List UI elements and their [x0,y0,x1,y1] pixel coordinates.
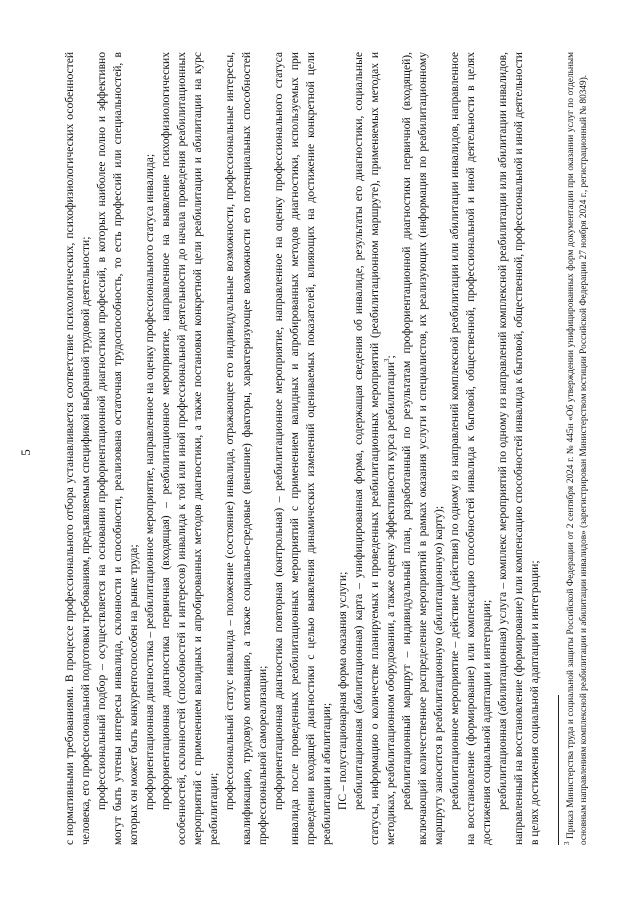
paragraph: профориентационная диагностика – реабилитационное мероприятие, направленное на оценку профессионального статуса инвалида; [144,153,157,810]
document-body [62,52,543,845]
paragraph: реабилитационное мероприятие – действие (действия) по одному из направлений комплексной реабилитации или абилитации инвалидов, направленное на восстановление (формирование) или компенсацию способностей инвалида к бытовой, общественной, профессиональной и иной деятельности в целях достижения социальной адаптации и интеграции; [449,52,494,845]
paragraph: профориентационная диагностика повторная (контрольная) – реабилитационное мероприятие, направленное на оценку профессионального статуса инвалида после проведенных реабилитационных мероприятий с применением валидных и апробированных методов диагностики, используемых при проведении входящей диагностики с целью выявления динамических изменений оцениваемых показателей, влияющих на достижение конкретной цели реабилитации и абилитации; [272,52,333,845]
footnote-divider [558,695,559,845]
paragraph: профессиональный подбор – осуществляется на основании профориентационной диагностики профессий, в которых наиболее полно и эффективно могут быть учтены интересы инвалида, склонности и способности, реализована остаточная трудоспособность, то есть профессий или специальностей, в которых он может быть конкурентоспособен на рынке труда; [96,52,141,845]
paragraph-punctuation: ; [384,355,397,359]
page-number: 5 [18,449,33,456]
footnote [562,52,590,845]
paragraph: реабилитационный маршрут – индивидуальный план, разработанный по результатам профориентационной диагностики первичной (входящей), включающий количественное распределение мероприятий в рамках оказания услуги и специалистов, их реализующих (информация по реабилитационному маршруту заносится в реабилитационную (абилитационную) карту); [400,52,446,845]
paragraph: профессиональный статус инвалида – положение (состояние) инвалида, отражающее его индивидуальные возможности, профессиональные интересы, квалификацию, трудовую мотивацию, а также социально-средовые (внешние) факторы, характеризующее возможности его потенциальных способностей профессиональной самореализации; [224,52,269,845]
paragraph [351,52,399,845]
paragraph: ПС – полустационарная форма оказания услуги; [336,571,349,810]
paragraph: профориентационная диагностика первичная (входящая) – реабилитационное мероприятие, направленное на выявление психофизиологических особенностей, склонностей (способностей и интересов) инвалида к той или иной профессиональной деятельности до начала проведения реабилитационных мероприятий с применением валидных и апробированных методов диагностики, а также постановки конкретной цели реабилитации и абилитации на курс реабилитации; [160,52,221,845]
footnote-mark: 3 [562,841,571,845]
footnote-text: Приказ Министерства труда и социальной защиты Российской Федерации от 2 сентября 2024 г. № 445н «Об утверждении унифицированных форм документации при оказании услуг по отдельным основным направлениям комплексной реабилитации и абилитации инвалидов» (зарегистрирован Министерством юстиции Российской Федерации 27 ноября 2024 г., регистрационный № 80349). [566,52,589,845]
paragraph-text: реабилитационная (абилитационная) карта – унифицированная форма, содержащая сведения об инвалиде, результаты его диагностики, социальные статусы, информацию о количестве планируемых и проведенных реабилитационных мероприятий (реабилитационном маршруте), применяемых методах и методиках, реабилитационном оборудовании, а также оценку эффективности курса реабилитации [352,52,397,845]
footnote-reference: 3 [383,358,392,362]
paragraph: с нормативными требованиями. В процессе профессионального отбора устанавливается соответствие психологических, психофизиологических особенностей человека, его профессиональной подготовки требованиям, предъявляемым спецификой выбранной трудовой деятельности; [64,52,93,845]
paragraph: реабилитационная (абилитационная) услуга – комплекс мероприятий по одному из направлений комплексной реабилитации или абилитации инвалидов, направленный на восстановление (формирование) или компенсацию способностей инвалида к бытовой, общественной, профессиональной и иной деятельности в целях достижения социальной адаптации и интеграции; [497,52,542,845]
